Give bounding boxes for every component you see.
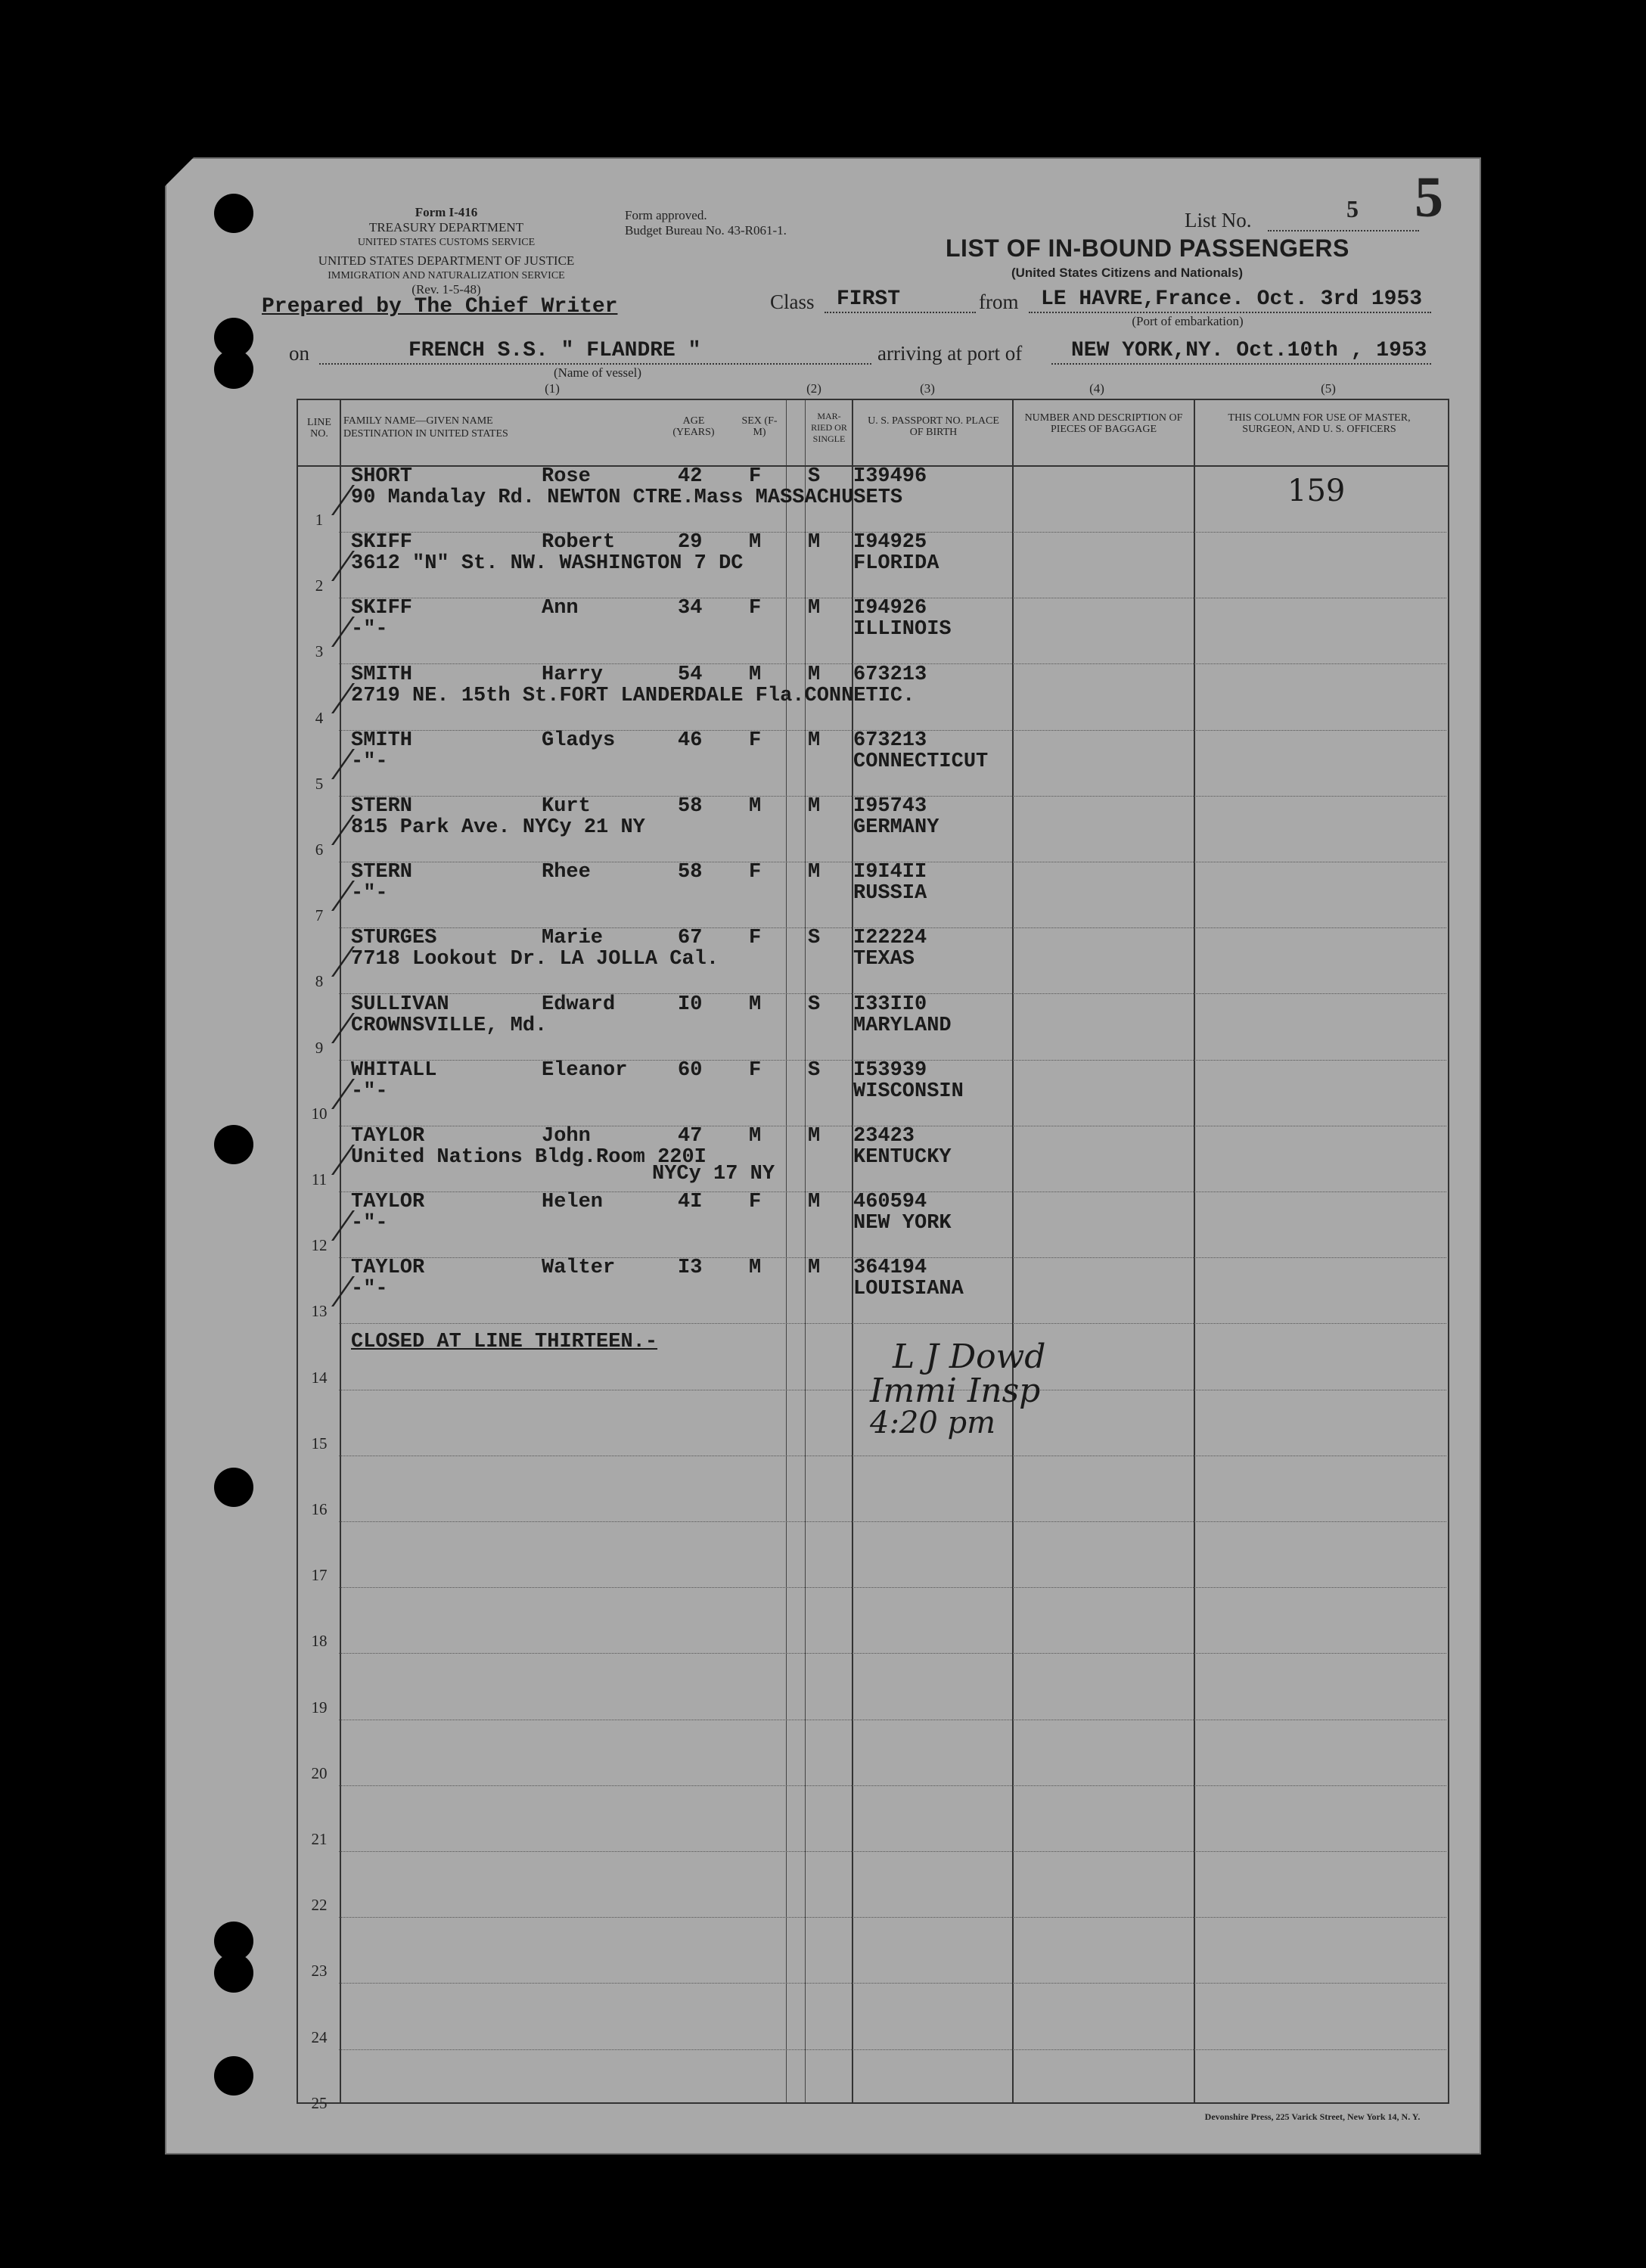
destination: United Nations Bldg.Room 220I	[351, 1146, 707, 1169]
given-name: Gladys	[542, 729, 616, 752]
folded-corner	[165, 157, 194, 186]
sex: F	[749, 1059, 762, 1082]
line-number: 2	[315, 576, 324, 595]
passport-no: I22224	[853, 927, 927, 949]
passport-no: I53939	[853, 1059, 927, 1082]
given-name: Marie	[542, 927, 604, 949]
passport-no: I39496	[853, 465, 927, 488]
line-number: 19	[311, 1698, 328, 1717]
justice-dept: UNITED STATES DEPARTMENT OF JUSTICE	[318, 253, 575, 268]
marital-status: S	[808, 993, 821, 1016]
age: 67	[678, 927, 703, 949]
customs-service: UNITED STATES CUSTOMS SERVICE	[357, 237, 536, 248]
col-divider	[805, 400, 806, 2102]
given-name: Rose	[542, 465, 591, 488]
sex: F	[749, 1191, 762, 1213]
inspector-signature	[870, 1337, 1127, 1440]
line-number: 22	[311, 1896, 328, 1914]
col-number-3: (3)	[920, 381, 935, 396]
list-no-small: 5	[1346, 195, 1359, 222]
given-name: Rhee	[542, 861, 591, 884]
col-number-4: (4)	[1089, 381, 1104, 396]
line-number: 1	[315, 511, 324, 529]
sex: M	[749, 663, 762, 686]
passenger-table	[297, 399, 1449, 2104]
line-number: 21	[311, 1830, 328, 1848]
from-label: from	[979, 290, 1019, 313]
arrival-value: NEW YORK,NY. Oct.10th , 1953	[1071, 339, 1427, 362]
from-value: LE HAVRE,France. Oct. 3rd 1953	[1041, 287, 1423, 311]
destination: -"-	[351, 1080, 388, 1103]
treasury-dept: TREASURY DEPARTMENT	[368, 220, 524, 235]
col-header-passport: U. S. PASSPORT NO. PLACE OF BIRTH	[868, 415, 999, 438]
row-divider	[339, 1785, 1446, 1786]
sex: F	[749, 927, 762, 949]
page-subtitle: (United States Citizens and Nationals)	[1011, 266, 1244, 280]
list-no-label: List No.	[1185, 209, 1252, 231]
row-divider	[339, 1587, 1446, 1588]
budget-bureau: Budget Bureau No. 43-R061-1.	[625, 223, 787, 238]
sex: F	[749, 597, 762, 620]
age: I0	[678, 993, 703, 1016]
line-number: 20	[311, 1764, 328, 1782]
row-divider	[339, 1323, 1446, 1324]
col-header-line-no: LINE NO.	[307, 417, 331, 440]
given-name: Eleanor	[542, 1059, 628, 1082]
printer-footer: Devonshire Press, 225 Varick Street, New York 14, N. Y.	[1204, 2111, 1421, 2122]
family-name: WHITALL	[351, 1059, 437, 1082]
age: 42	[678, 465, 703, 488]
destination: 2719 NE. 15th St.FORT LANDERDALE Fla.CONNETIC.	[351, 685, 915, 707]
family-name: STERN	[351, 861, 413, 884]
signature-time: 4:20 pm	[870, 1406, 996, 1440]
line-number: 6	[315, 840, 324, 859]
col-header-age: AGE (YEARS)	[672, 415, 715, 438]
place-of-birth: TEXAS	[853, 948, 915, 971]
col-divider	[852, 400, 853, 2102]
revision: (Rev. 1-5-48)	[412, 282, 481, 297]
row-divider	[339, 1653, 1446, 1654]
family-name: SMITH	[351, 663, 413, 686]
destination: -"-	[351, 1212, 388, 1235]
family-name: SMITH	[351, 729, 413, 752]
row-divider	[339, 1521, 1446, 1522]
binder-hole	[214, 194, 253, 233]
form-approved: Form approved.	[625, 208, 707, 222]
arriving-label: arriving at port of	[877, 342, 1023, 365]
sex: M	[749, 531, 762, 554]
binder-hole	[214, 1953, 253, 1993]
family-name: TAYLOR	[351, 1191, 425, 1213]
destination-cont: NYCy 17 NY	[652, 1163, 775, 1185]
age: I3	[678, 1257, 703, 1279]
destination: 815 Park Ave. NYCy 21 NY	[351, 816, 645, 839]
place-of-birth: KENTUCKY	[853, 1146, 952, 1169]
page-title: LIST OF IN-BOUND PASSENGERS	[946, 235, 1349, 262]
destination: 7718 Lookout Dr. LA JOLLA Cal.	[351, 948, 719, 971]
sex: M	[749, 1257, 762, 1279]
binder-hole	[214, 2056, 253, 2096]
sex: M	[749, 993, 762, 1016]
marital-status: M	[808, 795, 821, 818]
row-divider	[339, 1983, 1446, 1984]
given-name: Edward	[542, 993, 616, 1016]
sex: F	[749, 729, 762, 752]
passport-no: 364194	[853, 1257, 927, 1279]
place-of-birth: GERMANY	[853, 816, 939, 839]
age: 46	[678, 729, 703, 752]
port-of-embarkation-caption: (Port of embarkation)	[1132, 314, 1244, 328]
line-number: 25	[311, 2094, 328, 2112]
col-header-destination: DESTINATION IN UNITED STATES	[343, 428, 508, 440]
line-number: 16	[311, 1500, 328, 1518]
row-divider	[339, 1851, 1446, 1852]
class-label: Class	[770, 290, 815, 313]
place-of-birth: ILLINOIS	[853, 618, 952, 641]
on-label: on	[289, 342, 309, 365]
place-of-birth: LOUISIANA	[853, 1278, 964, 1300]
col-number-5: (5)	[1321, 381, 1336, 396]
age: 54	[678, 663, 703, 686]
marital-status: M	[808, 597, 821, 620]
signature-name: L J Dowd	[893, 1337, 1046, 1376]
line-number: 12	[311, 1236, 328, 1254]
destination: -"-	[351, 750, 388, 773]
age: 47	[678, 1125, 703, 1148]
family-name: STURGES	[351, 927, 437, 949]
marital-status: M	[808, 861, 821, 884]
marital-status: S	[808, 1059, 821, 1082]
col-header-married: MAR-RIED OR SINGLE	[811, 411, 847, 444]
list-no-large: 5	[1415, 166, 1443, 229]
destination: 3612 "N" St. NW. WASHINGTON 7 DC	[351, 552, 744, 575]
family-name: SULLIVAN	[351, 993, 449, 1016]
family-name: TAYLOR	[351, 1257, 425, 1279]
passport-no: 460594	[853, 1191, 927, 1213]
family-name: SKIFF	[351, 597, 413, 620]
given-name: Helen	[542, 1191, 604, 1213]
place-of-birth: FLORIDA	[853, 552, 939, 575]
marital-status: M	[808, 1257, 821, 1279]
place-of-birth: NEW YORK	[853, 1212, 952, 1235]
destination: -"-	[351, 882, 388, 905]
marital-status: M	[808, 663, 821, 686]
family-name: SKIFF	[351, 531, 413, 554]
col-header-baggage: NUMBER AND DESCRIPTION OF PIECES OF BAGGAGE	[1024, 412, 1183, 435]
line-number: 15	[311, 1434, 328, 1452]
age: 29	[678, 531, 703, 554]
age: 4I	[678, 1191, 703, 1213]
class-line	[825, 312, 976, 313]
arrival-line	[1051, 363, 1431, 365]
marital-status: S	[808, 927, 821, 949]
passport-no: I94925	[853, 531, 927, 554]
row-divider	[339, 1917, 1446, 1918]
signature-title: Immi Insp	[870, 1372, 1041, 1410]
line-number: 8	[315, 972, 324, 990]
destination: -"-	[351, 1278, 388, 1300]
line-number: 7	[315, 906, 324, 924]
sex: F	[749, 465, 762, 488]
marital-status: M	[808, 1125, 821, 1148]
sex: F	[749, 861, 762, 884]
line-number: 17	[311, 1566, 328, 1584]
destination: CROWNSVILLE, Md.	[351, 1014, 548, 1037]
marital-status: M	[808, 729, 821, 752]
destination: -"-	[351, 618, 388, 641]
row-divider	[339, 2049, 1446, 2050]
col-divider	[340, 400, 341, 2102]
line-number: 5	[315, 775, 324, 793]
marital-status: S	[808, 465, 821, 488]
binder-hole	[214, 1468, 253, 1507]
given-name: Kurt	[542, 795, 591, 818]
prepared-by: Prepared by The Chief Writer	[262, 295, 618, 318]
line-number: 13	[311, 1302, 328, 1320]
sex: M	[749, 795, 762, 818]
sex: M	[749, 1125, 762, 1148]
given-name: Robert	[542, 531, 616, 554]
passport-no: 23423	[853, 1125, 915, 1148]
line-number: 11	[311, 1170, 328, 1188]
line-number: 18	[311, 1632, 328, 1650]
vessel-line	[319, 363, 871, 365]
officer-note: 159	[1287, 474, 1346, 508]
passport-no: I94926	[853, 597, 927, 620]
given-name: John	[542, 1125, 591, 1148]
marital-status: M	[808, 1191, 821, 1213]
from-line	[1029, 312, 1431, 313]
age: 34	[678, 597, 703, 620]
place-of-birth: MARYLAND	[853, 1014, 952, 1037]
col-header-officers: THIS COLUMN FOR USE OF MASTER, SURGEON, AND U. S. OFFICERS	[1228, 412, 1411, 435]
family-name: SHORT	[351, 465, 413, 488]
given-name: Ann	[542, 597, 579, 620]
col-divider	[1012, 400, 1014, 2102]
col-header-name: FAMILY NAME—GIVEN NAME	[343, 415, 493, 427]
col-header-sex: SEX (F-M)	[741, 415, 778, 438]
age: 58	[678, 861, 703, 884]
line-number: 23	[311, 1962, 328, 1980]
marital-status: M	[808, 531, 821, 554]
vessel-name: FRENCH S.S. " FLANDRE "	[408, 339, 701, 362]
age: 58	[678, 795, 703, 818]
family-name: STERN	[351, 795, 413, 818]
immigration-service: IMMIGRATION AND NATURALIZATION SERVICE	[328, 270, 565, 281]
place-of-birth: CONNECTICUT	[853, 750, 989, 773]
list-no-line	[1268, 230, 1419, 231]
line-number: 14	[311, 1369, 328, 1387]
closing-note: CLOSED AT LINE THIRTEEN.-	[351, 1331, 658, 1353]
col-divider	[1194, 400, 1195, 2102]
family-name: TAYLOR	[351, 1125, 425, 1148]
line-number: 24	[311, 2028, 328, 2046]
class-value: FIRST	[837, 287, 901, 311]
line-number: 10	[311, 1104, 328, 1123]
line-number: 4	[315, 709, 324, 727]
binder-hole	[214, 1125, 253, 1164]
form-number: Form I-416	[415, 205, 478, 219]
age: 60	[678, 1059, 703, 1082]
passport-no: 673213	[853, 663, 927, 686]
place-of-birth: RUSSIA	[853, 882, 927, 905]
passport-no: I9I4II	[853, 861, 927, 884]
line-number: 3	[315, 642, 324, 660]
given-name: Walter	[542, 1257, 616, 1279]
vessel-caption: (Name of vessel)	[553, 365, 642, 380]
destination: 90 Mandalay Rd. NEWTON CTRE.Mass MASSACHUSETS	[351, 486, 903, 509]
place-of-birth: WISCONSIN	[853, 1080, 964, 1103]
passport-no: I95743	[853, 795, 927, 818]
line-number: 9	[315, 1039, 324, 1057]
passport-no: I33II0	[853, 993, 927, 1016]
given-name: Harry	[542, 663, 604, 686]
col-number-1: (1)	[545, 381, 560, 396]
col-number-2: (2)	[806, 381, 821, 396]
col-divider	[786, 400, 787, 2102]
passport-no: 673213	[853, 729, 927, 752]
binder-hole	[214, 350, 253, 389]
